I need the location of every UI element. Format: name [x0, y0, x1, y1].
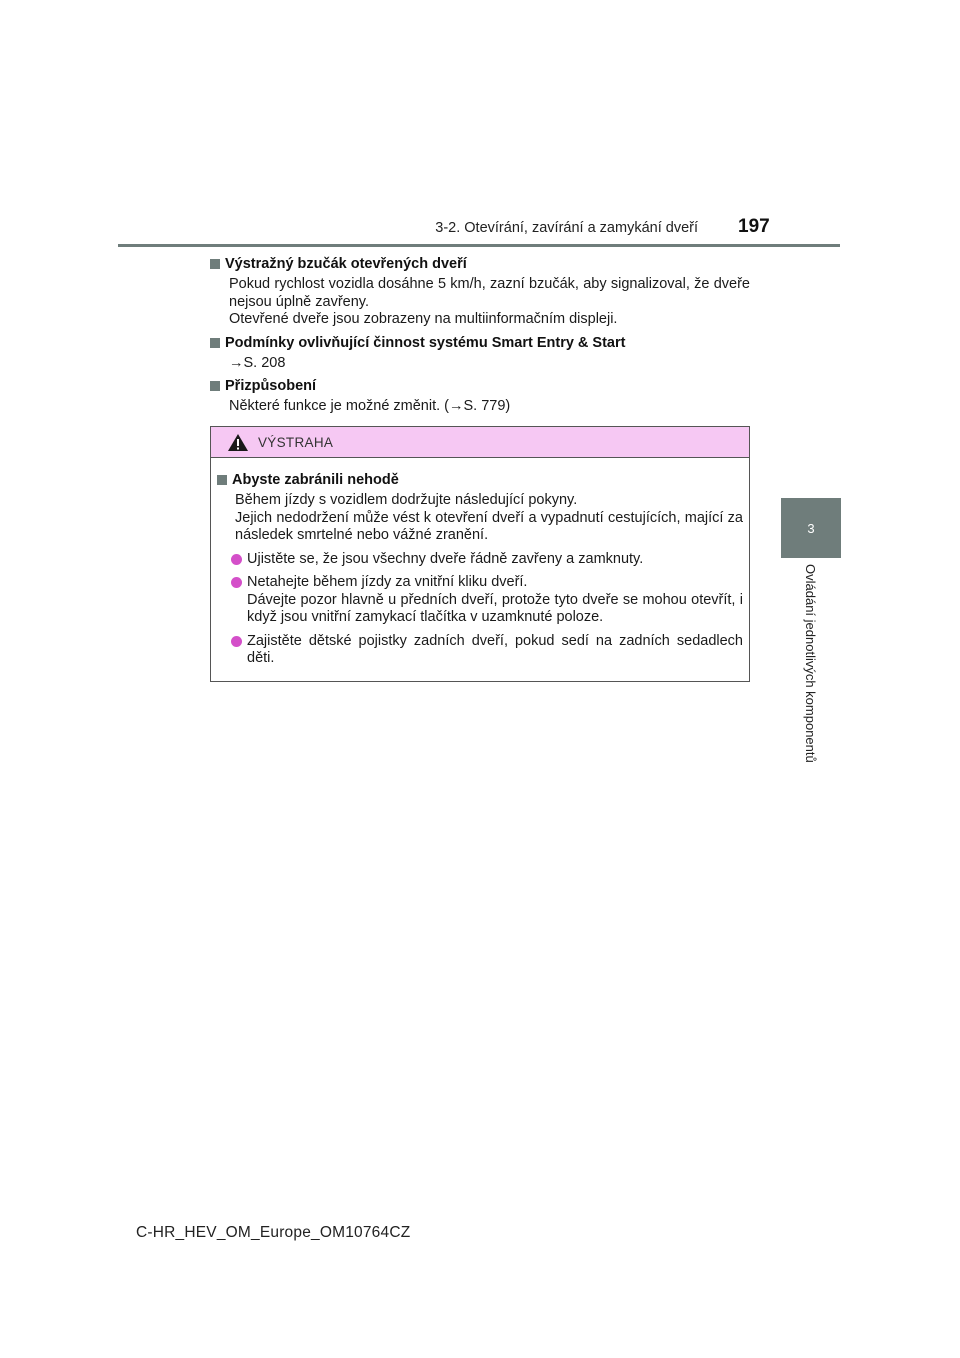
warning-triangle-icon — [227, 433, 249, 452]
warning-intro-line: Během jízdy s vozidlem dodržujte následující pokyny. — [235, 492, 578, 508]
warning-box — [210, 426, 750, 682]
list-item-line: Dávejte pozor hlavně u předních dveří, protože tyto dveře se mohou otevřít, i když jsou vnitřní zamykací tlačítka v uzamknuté poloze. — [247, 591, 743, 625]
section-heading — [210, 376, 750, 396]
warning-heading — [217, 470, 743, 490]
square-bullet-icon — [210, 338, 220, 348]
section-door-buzzer — [210, 254, 750, 329]
round-bullet-icon — [231, 577, 242, 588]
square-bullet-icon — [210, 259, 220, 269]
section-smart-entry-conditions — [210, 333, 750, 373]
chapter-tab — [781, 498, 841, 558]
round-bullet-icon — [231, 636, 242, 647]
warning-intro — [217, 492, 743, 545]
warning-label: VÝSTRAHA — [258, 434, 334, 450]
list-item-line: Netahejte během jízdy za vnitřní kliku dveří. — [247, 574, 528, 590]
document-id-footer: C-HR_HEV_OM_Europe_OM10764CZ — [136, 1224, 411, 1241]
section-heading — [210, 254, 750, 274]
chapter-tab-label: Ovládání jednotlivých komponentů — [803, 564, 818, 763]
list-item — [217, 574, 743, 627]
list-item — [217, 633, 743, 668]
page-reference-link[interactable]: →S. 208 — [229, 355, 286, 371]
section-heading-text: Výstražný bzučák otevřených dveří — [225, 256, 467, 272]
warning-content — [211, 458, 749, 668]
warning-bullet-list — [217, 551, 743, 668]
header-divider — [118, 244, 840, 247]
section-body — [210, 276, 750, 329]
list-item — [217, 551, 743, 569]
square-bullet-icon — [217, 475, 227, 485]
section-line: Některé funkce je možné změnit. (→S. 779) — [229, 398, 511, 414]
section-line: Pokud rychlost vozidla dosáhne 5 km/h, zazní bzučák, aby signalizoval, že dveře nejsou úplně zavřeny. — [229, 276, 750, 310]
section-heading-text: Podmínky ovlivňující činnost systému Smart Entry & Start — [225, 335, 626, 351]
section-body — [210, 355, 750, 373]
warning-intro-line: Jejich nedodržení může vést k otevření dveří a vypadnutí cestujících, mající za následek smrtelné nebo vážné zranění. — [235, 509, 743, 543]
warning-heading-text: Abyste zabránili nehodě — [232, 472, 399, 488]
list-item-line: Zajistěte dětské pojistky zadních dveří, pokud sedí na zadních sedadlech děti. — [247, 632, 743, 666]
list-item-line: Ujistěte se, že jsou všechny dveře řádně zavřeny a zamknuty. — [247, 550, 644, 567]
section-body — [210, 398, 750, 416]
section-heading — [210, 333, 750, 353]
round-bullet-icon — [231, 554, 242, 565]
section-heading-text: Přizpůsobení — [225, 378, 317, 394]
section-line: Otevřené dveře jsou zobrazeny na multiinformačním displeji. — [229, 311, 618, 327]
warning-header — [211, 427, 749, 458]
page-number: 197 — [738, 216, 770, 237]
section-customization — [210, 376, 750, 416]
square-bullet-icon — [210, 381, 220, 391]
page-header-title: 3-2. Otevírání, zavírání a zamykání dveří — [435, 220, 698, 236]
chapter-tab-number: 3 — [807, 520, 815, 536]
